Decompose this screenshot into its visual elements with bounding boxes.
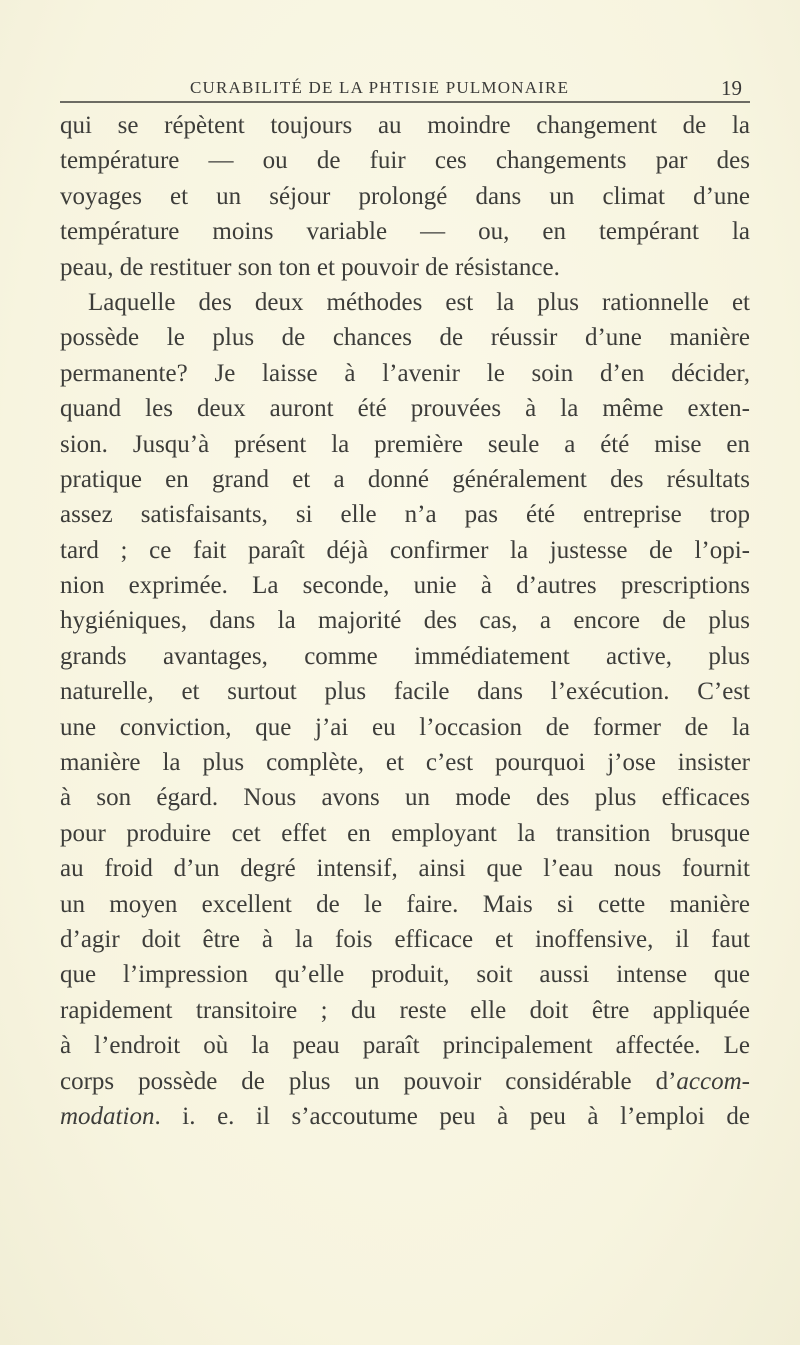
text-line: à son égard. Nous avons un mode des plus efficaces [60, 784, 750, 812]
text-line: peau, de restituer son ton et pouvoir de résistance. [60, 253, 560, 281]
text-line: voyages et un séjour prolongé dans un climat d’une [60, 182, 750, 210]
text-line: pratique en grand et a donné généralement des résultats [60, 465, 750, 493]
text-line: au froid d’un degré intensif, ainsi que l’eau nous fournit [60, 855, 750, 883]
header-rule [60, 101, 750, 103]
text-line: permanente? Je laisse à l’avenir le soin d’en décider, [60, 359, 750, 387]
text-span: corps possède de plus un pouvoir considérable d’ [60, 1067, 677, 1095]
text-line: Laquelle des deux méthodes est la plus rationnelle et [88, 288, 750, 316]
running-title: CURABILITÉ DE LA PHTISIE PULMONAIRE [190, 78, 570, 97]
text-line-with-italic [60, 1099, 750, 1134]
text-line: rapidement transitoire ; du reste elle doit être appliquée [60, 996, 750, 1024]
text-line: température moins variable — ou, en tempérant la [60, 218, 750, 246]
text-line: d’agir doit être à la fois efficace et inoffensive, il faut [60, 925, 750, 953]
italic-word: modation [60, 1102, 155, 1130]
text-line: naturelle, et surtout plus facile dans l’exécution. C’est [60, 678, 750, 706]
text-line: température — ou de fuir ces changements par des [60, 147, 750, 175]
body-text [60, 108, 750, 1134]
text-line: quand les deux auront été prouvées à la même exten- [60, 395, 750, 423]
text-line: pour produire cet effet en employant la transition brusque [60, 819, 750, 847]
text-line-with-italic [60, 1064, 750, 1099]
page-number: 19 [721, 76, 742, 100]
text-line: grands avantages, comme immédiatement active, plus [60, 642, 750, 670]
italic-word: accom- [676, 1067, 750, 1095]
text-line: sion. Jusqu’à présent la première seule a été mise en [60, 430, 750, 458]
text-line: un moyen excellent de le faire. Mais si cette manière [60, 890, 750, 918]
text-span: . i. e. il s’accoutume peu à peu à l’emploi de [154, 1102, 750, 1130]
text-line: que l’impression qu’elle produit, soit aussi intense que [60, 961, 750, 989]
text-line: nion exprimée. La seconde, unie à d’autres prescriptions [60, 572, 750, 600]
text-line: manière la plus complète, et c’est pourquoi j’ose insister [60, 749, 750, 777]
page-header [60, 78, 750, 102]
text-line: tard ; ce fait paraît déjà confirmer la justesse de l’opi- [60, 536, 750, 564]
text-line: qui se répètent toujours au moindre changement de la [60, 112, 750, 139]
text-line: hygiéniques, dans la majorité des cas, a encore de plus [60, 607, 750, 635]
text-line: possède le plus de chances de réussir d’une manière [60, 324, 750, 352]
text-line: à l’endroit où la peau paraît principalement affectée. Le [60, 1032, 750, 1060]
text-line: une conviction, que j’ai eu l’occasion de former de la [60, 713, 750, 741]
text-line: assez satisfaisants, si elle n’a pas été entreprise trop [60, 501, 750, 529]
